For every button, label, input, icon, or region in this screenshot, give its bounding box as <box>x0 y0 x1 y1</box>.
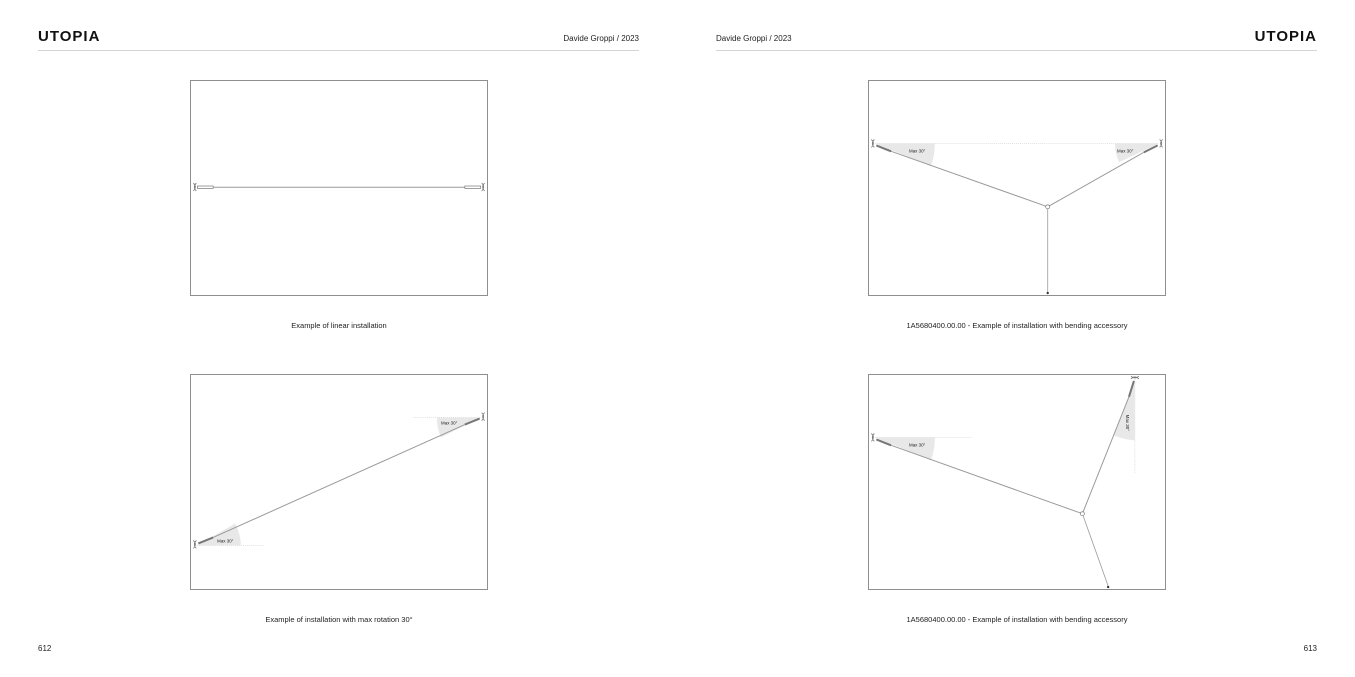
bending-accessory-drawing-asymmetric <box>869 375 1165 589</box>
right-wall-anchor <box>465 183 485 191</box>
figure-caption: Example of linear installation <box>291 321 387 330</box>
author-year: Davide Groppi / 2023 <box>563 34 639 43</box>
angle-label-left: Max 30° <box>909 442 926 448</box>
angle-label-left: Max 30° <box>909 148 926 154</box>
page-number: 613 <box>1303 644 1317 653</box>
page-number: 612 <box>38 644 52 653</box>
left-page <box>0 0 677 677</box>
bending-accessory-node <box>1046 205 1050 209</box>
max-rotation-diagram <box>190 374 488 590</box>
angle-label-upper: Max 30° <box>441 420 458 426</box>
cable-left-segment <box>891 151 1048 206</box>
author-year: Davide Groppi / 2023 <box>716 34 792 43</box>
angle-label-lower: Max 30° <box>217 538 234 544</box>
angle-label-right: Max 30° <box>1117 148 1134 154</box>
angle-sector-left <box>875 437 934 460</box>
figure-caption: Example of installation with max rotation 30° <box>265 615 413 624</box>
bending-accessory-diagram-symmetric <box>868 80 1166 296</box>
left-wall-anchor <box>193 183 213 191</box>
brand-title: UTOPIA <box>1254 28 1317 45</box>
max-rotation-drawing <box>191 375 487 589</box>
bending-accessory-diagram-asymmetric <box>868 374 1166 590</box>
floor-anchor <box>1107 586 1109 588</box>
header-divider <box>716 50 1317 51</box>
linear-installation-diagram <box>190 80 488 296</box>
figure-caption: 1A5680400.00.00 - Example of installation with bending accessory <box>906 615 1128 624</box>
bending-accessory-node <box>1080 512 1084 516</box>
cable-line <box>213 425 465 538</box>
cable-top-segment <box>1082 397 1129 514</box>
bending-accessory-drawing-symmetric <box>869 81 1165 295</box>
right-page <box>678 0 1355 677</box>
figure-caption: 1A5680400.00.00 - Example of installation with bending accessory <box>906 321 1128 330</box>
linear-installation-drawing <box>191 81 487 295</box>
header-divider <box>38 50 639 51</box>
cable-right-segment <box>1048 152 1144 206</box>
angle-label-top: Max 30° <box>1124 414 1130 431</box>
brand-title: UTOPIA <box>38 28 101 45</box>
floor-anchor <box>1047 292 1049 294</box>
cable-left-segment <box>891 445 1082 513</box>
cable-drop-segment <box>1082 514 1108 586</box>
angle-sector-left <box>875 143 934 166</box>
